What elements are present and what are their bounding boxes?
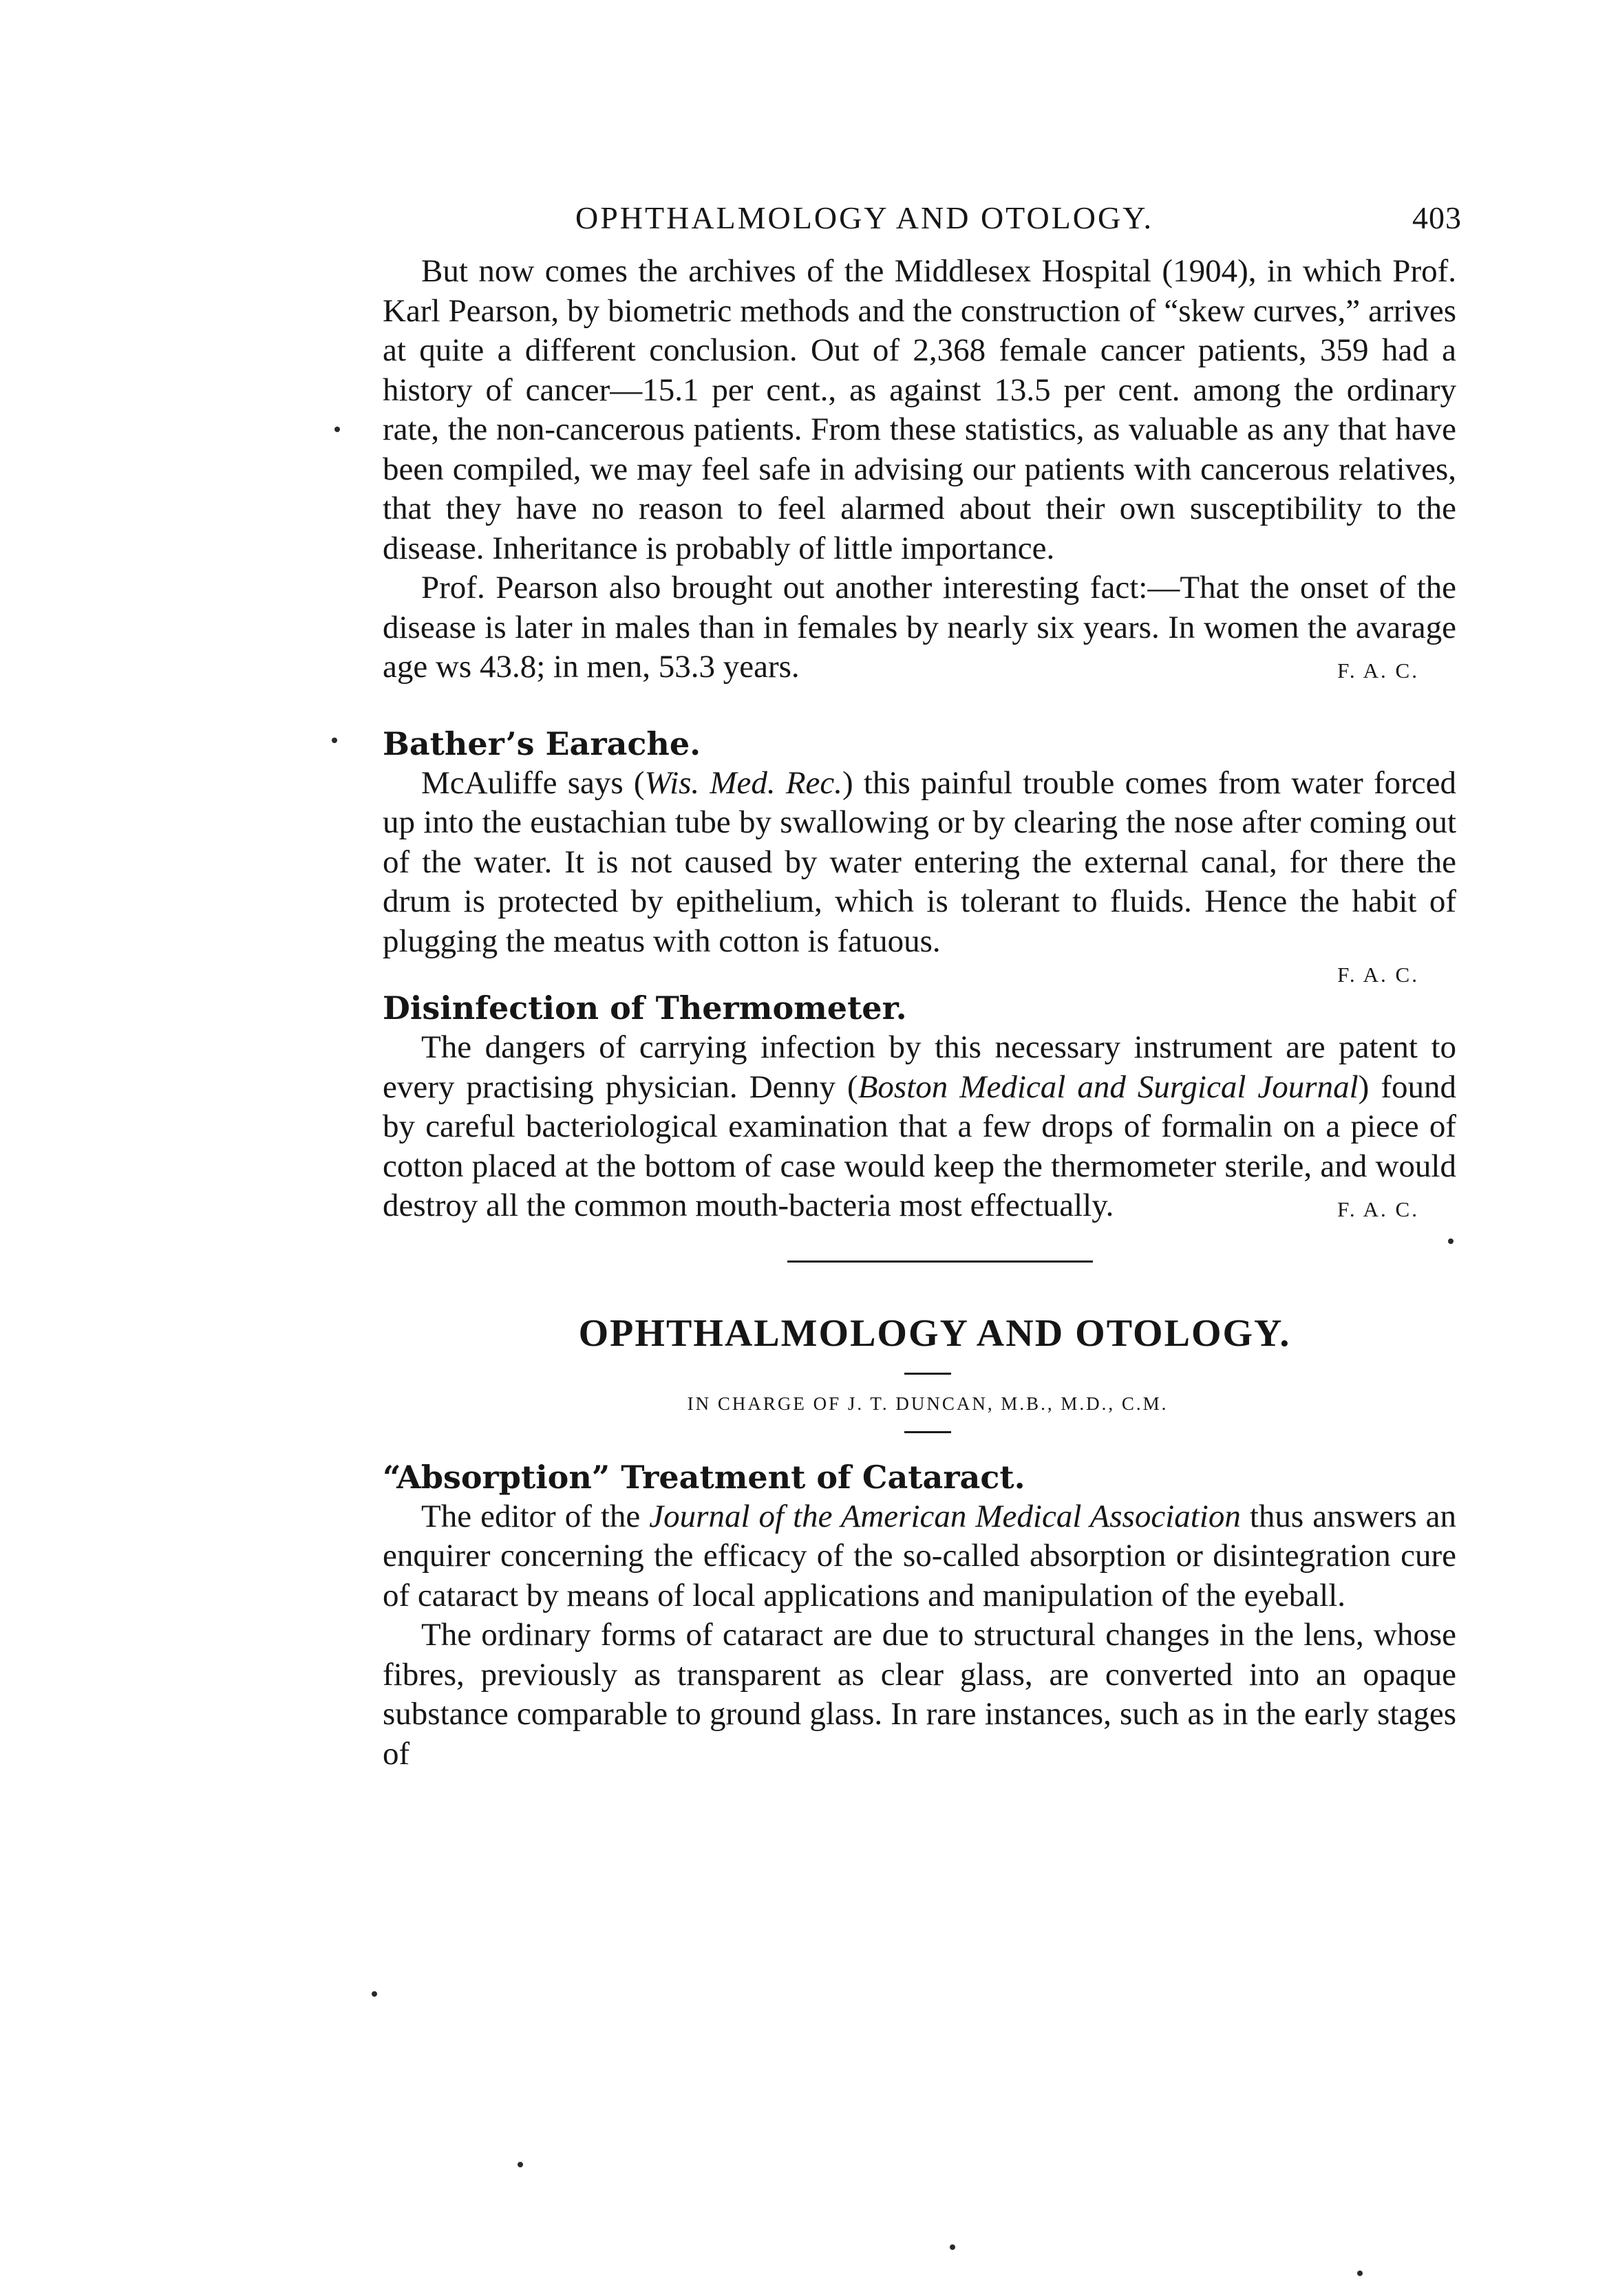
paragraph-text: ) found by careful bacteriological examination that a few drops of formalin on a piece of cotton placed at the bottom of case would keep the thermometer sterile, and would destroy all the common mouth-bacteria most effectually. [383, 1069, 1456, 1223]
running-head-title: OPHTHALMOLOGY AND OTOLOGY. [575, 200, 1153, 235]
author-initials: F. A. C. [1337, 963, 1419, 987]
margin-speck [1357, 2271, 1363, 2276]
margin-speck [518, 2162, 523, 2167]
running-head [383, 200, 1462, 241]
article-cancer-heredity [383, 252, 1456, 687]
margin-speck [950, 2244, 955, 2250]
book-page [383, 200, 1462, 1774]
journal-citation: Wis. Med. Rec. [644, 764, 842, 801]
paragraph: The ordinary forms of cataract are due to structural changes in the lens, whose fibres, previously as transparent as clear glass, are converted into an opaque substance comparable to ground glass. In rare instances, such as in the early stages of [383, 1617, 1456, 1772]
paragraph-text: The editor of the [421, 1498, 650, 1534]
article-thermometer [383, 989, 1456, 1226]
margin-speck [372, 1991, 377, 1997]
paragraph-text: ) this painful trouble comes from water forced up into the eustachian tube by swallowing or by clearing the nose after coming out of the water. It is not caused by water entering the external canal, for there the drum is protected by epithelium, which is tolerant to fluids. Hence the habit of plugging the meatus with cotton is fatuous. [383, 764, 1456, 959]
paragraph [383, 1028, 1456, 1226]
department-title: OPHTHALMOLOGY AND OTOLOGY. [578, 1311, 1291, 1355]
paragraph-text: McAuliffe says ( [421, 764, 645, 801]
paragraph [383, 1497, 1456, 1616]
article-bathers-earache [383, 725, 1456, 989]
paragraph [383, 568, 1456, 687]
paragraph-text: thus answers an enquirer concerning the efficacy of the so-called absorption or disintegration cure of cataract by means of local applications and manipulation of the eyeball. [383, 1498, 1456, 1613]
section-heading: Disinfection of Thermometer. [383, 989, 907, 1027]
article-cataract [383, 1458, 1456, 1774]
paragraph: But now comes the archives of the Middlesex Hospital (1904), in which Prof. Karl Pearson, by biometric methods and the construction of “skew curves,” arrives at quite a different conclusion. Out of 2,368 female cancer patients, 359 had a history of cancer—15.1 per cent., as against 13.5 per cent. among the ordinary rate, the non-cancerous patients. From these statistics, as valuable as any that have been compiled, we may feel safe in advising our patients with cancerous relatives, that they have no reason to feel alarmed about their own susceptibility to the disease. Inheritance is probably of little importance. [383, 253, 1456, 566]
margin-speck [334, 427, 340, 432]
short-rule [904, 1373, 951, 1375]
section-divider [787, 1260, 1093, 1263]
journal-citation: Boston Medical and Surgical Journal [858, 1069, 1359, 1105]
page-number: 403 [1412, 200, 1462, 235]
department-editor-line: IN CHARGE OF J. T. DUNCAN, M.B., M.D., C.M. [687, 1393, 1169, 1414]
section-heading: “Absorption” Treatment of Cataract. [383, 1458, 1025, 1496]
margin-speck [332, 738, 337, 743]
author-initials: F. A. C. [1337, 1197, 1419, 1221]
journal-citation: Journal of the American Medical Association [649, 1498, 1241, 1534]
paragraph-text: Prof. Pearson also brought out another interesting fact:—That the onset of the disease is later in males than in females by nearly six years. In women the avarage age ws 43.8; in men, 53.3 years. [383, 570, 1456, 685]
paragraph-text: The dangers of carrying infection by this necessary instrument are patent to every practising physician. Denny ( [383, 1029, 1456, 1105]
author-initials: F. A. C. [1337, 658, 1419, 683]
short-rule [904, 1431, 951, 1433]
paragraph [383, 764, 1456, 962]
section-heading: Bather’s Earache. [383, 725, 701, 762]
department-header [383, 1309, 1456, 1433]
